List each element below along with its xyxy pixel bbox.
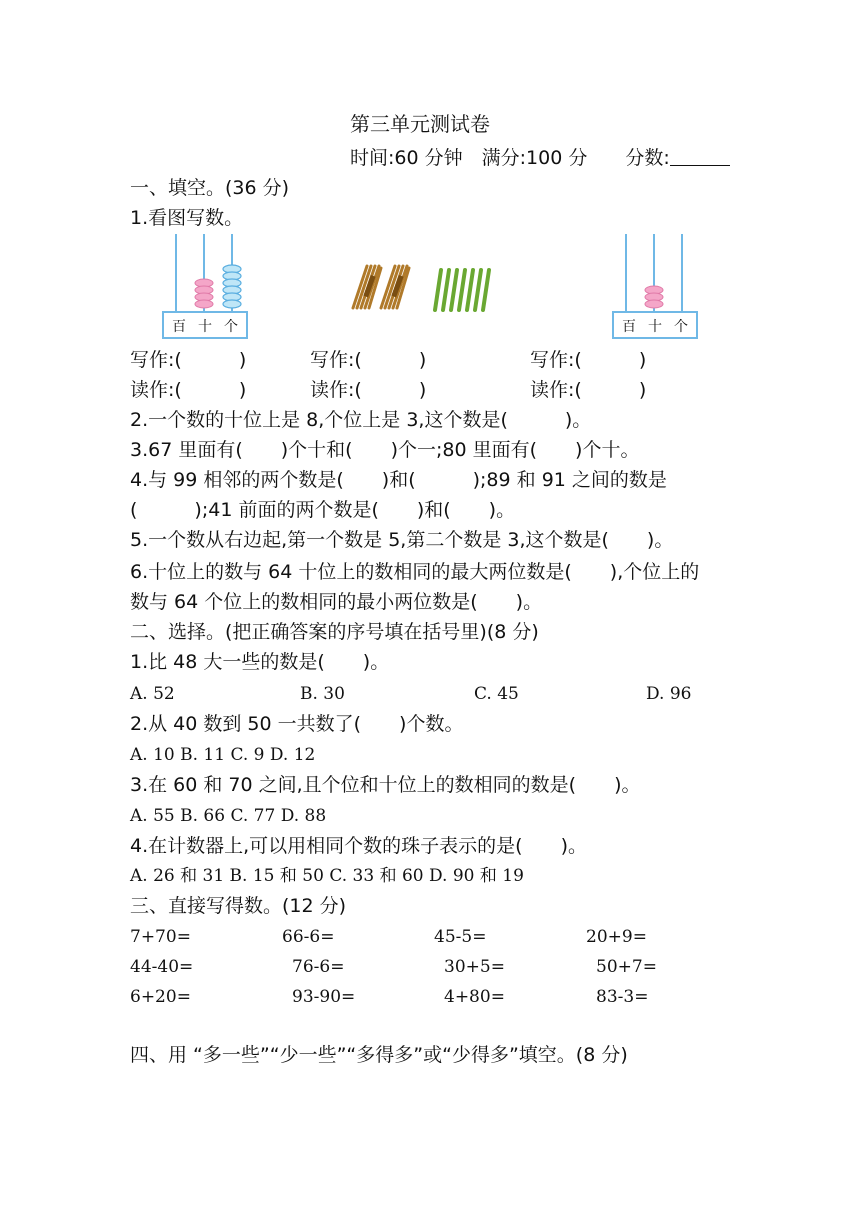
q1-6-line2: 数与 64 个位上的数相同的最小两位数是( )。 <box>130 591 543 613</box>
stick-bundle-1 <box>353 266 381 308</box>
q2-1-option-c: C. 45 <box>474 684 519 704</box>
q2-4: 4.在计数器上,可以用相同个数的珠子表示的是( )。 <box>130 835 587 857</box>
calc-r1-c2: 66-6= <box>282 927 335 947</box>
calc-r2-c4: 50+7= <box>596 957 657 977</box>
sticks-figure <box>345 262 495 314</box>
write-answer-1: 写作:( ) <box>130 349 247 371</box>
meta-text: 时间:60 分钟 满分:100 分 分数: <box>350 147 670 169</box>
section3-heading: 三、直接写得数。(12 分) <box>130 895 347 917</box>
calc-r2-c1: 44-40= <box>130 957 194 977</box>
exam-meta <box>350 146 730 170</box>
q2-2: 2.从 40 数到 50 一共数了( )个数。 <box>130 713 464 735</box>
q1-1: 1.看图写数。 <box>130 207 244 229</box>
q2-1-option-a: A. 52 <box>130 684 175 704</box>
write-answer-3: 写作:( ) <box>530 349 647 371</box>
calc-r3-c4: 83-3= <box>596 987 649 1007</box>
read-answer-2: 读作:( ) <box>310 379 427 401</box>
calc-r1-c1: 7+70= <box>130 927 191 947</box>
abacus-label-ones: 个 <box>674 319 688 335</box>
calc-r2-c3: 30+5= <box>444 957 505 977</box>
q1-5: 5.一个数从右边起,第一个数是 5,第二个数是 3,这个数是( )。 <box>130 529 674 551</box>
abacus-label-hundreds: 百 <box>622 319 636 335</box>
q2-1: 1.比 48 大一些的数是( )。 <box>130 651 390 673</box>
score-blank <box>670 147 730 166</box>
abacus-label-tens: 十 <box>198 319 212 335</box>
read-answer-3: 读作:( ) <box>530 379 647 401</box>
q1-6-line1: 6.十位上的数与 64 十位上的数相同的最大两位数是( ),个位上的 <box>130 561 700 583</box>
q2-1-option-d: D. 96 <box>646 684 692 704</box>
abacus-label-tens: 十 <box>648 319 662 335</box>
calc-r1-c3: 45-5= <box>434 927 487 947</box>
calc-r2-c2: 76-6= <box>292 957 345 977</box>
abacus-figure-2 <box>610 232 700 340</box>
stick-bundle-2 <box>381 266 409 308</box>
q1-4-line1: 4.与 99 相邻的两个数是( )和( );89 和 91 之间的数是 <box>130 469 667 491</box>
q1-4-line2: ( );41 前面的两个数是( )和( )。 <box>130 499 516 521</box>
q2-1-option-b: B. 30 <box>300 684 345 704</box>
q2-3-options: A. 55 B. 66 C. 77 D. 88 <box>130 806 327 826</box>
write-answer-2: 写作:( ) <box>310 349 427 371</box>
read-answer-1: 读作:( ) <box>130 379 247 401</box>
calc-r3-c3: 4+80= <box>444 987 505 1007</box>
abacus-label-hundreds: 百 <box>172 319 186 335</box>
section1-heading: 一、填空。(36 分) <box>130 177 290 199</box>
section4-heading: 四、用 “多一些”“少一些”“多得多”或“少得多”填空。(8 分) <box>130 1044 628 1066</box>
q1-2: 2.一个数的十位上是 8,个位上是 3,这个数是( )。 <box>130 409 592 431</box>
q2-3: 3.在 60 和 70 之间,且个位和十位上的数相同的数是( )。 <box>130 774 641 796</box>
q2-2-options: A. 10 B. 11 C. 9 D. 12 <box>130 745 316 765</box>
abacus-label-ones: 个 <box>224 319 238 335</box>
calc-r3-c2: 93-90= <box>292 987 356 1007</box>
q2-4-options: A. 26 和 31 B. 15 和 50 C. 33 和 60 D. 90 和 19 <box>130 866 524 886</box>
calc-r1-c4: 20+9= <box>586 927 647 947</box>
q1-3: 3.67 里面有( )个十和( )个一;80 里面有( )个十。 <box>130 439 640 461</box>
calc-r3-c1: 6+20= <box>130 987 191 1007</box>
page-title: 第三单元测试卷 <box>350 112 490 136</box>
section2-heading: 二、选择。(把正确答案的序号填在括号里)(8 分) <box>130 621 539 643</box>
abacus-figure-1 <box>160 232 250 340</box>
